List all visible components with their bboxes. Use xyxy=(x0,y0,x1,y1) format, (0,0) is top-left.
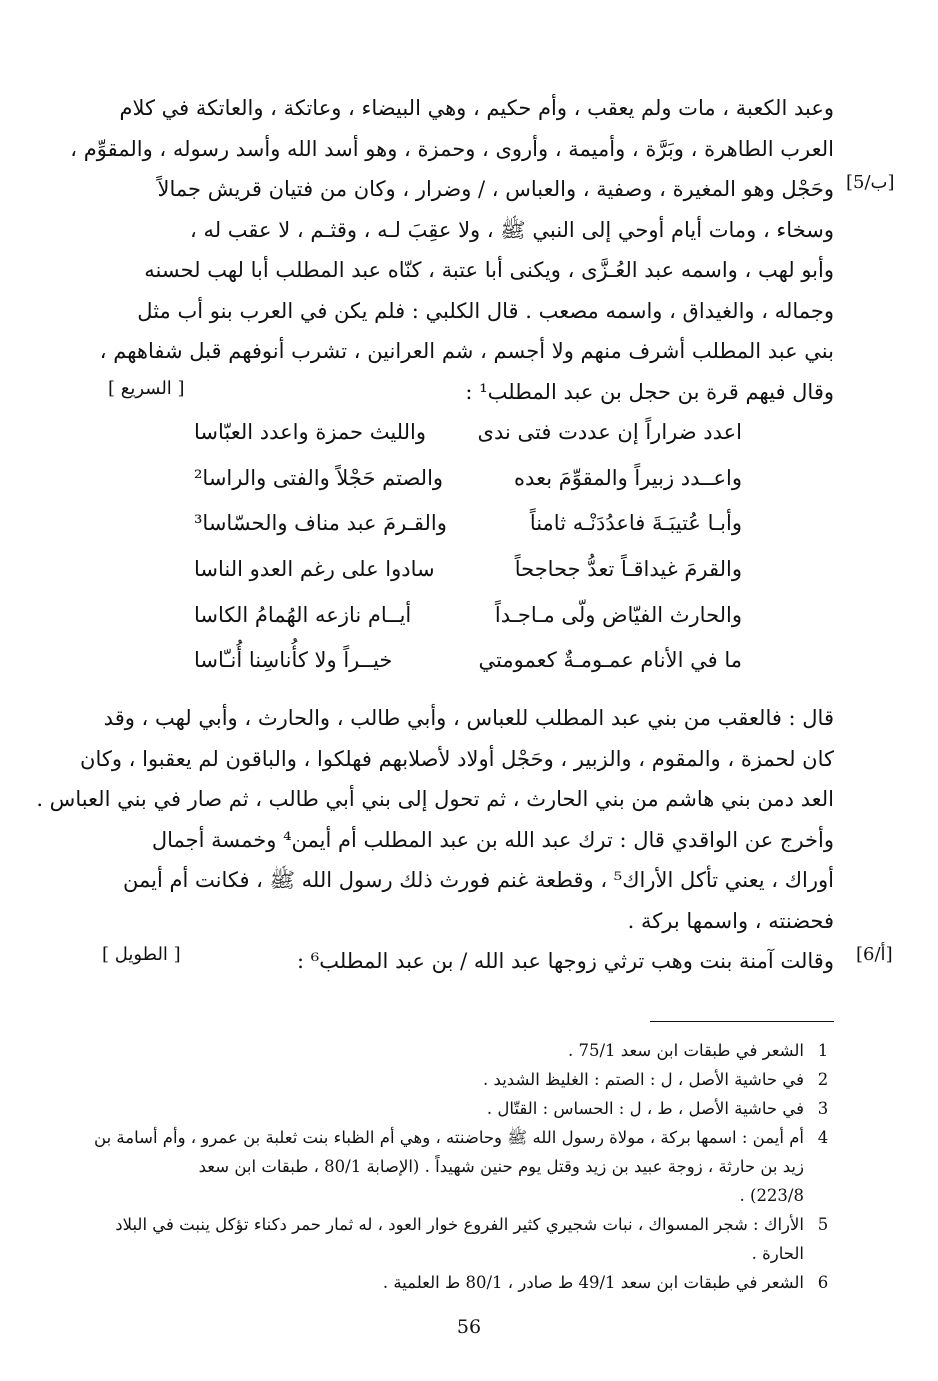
text-line: كان لحمزة ، والمقوم ، والزبير ، وحَجْل أولاد لأصلابهم فهلكوا ، والباقون لم يعقبوا ، وكان xyxy=(80,746,834,771)
verse-second-hemistich: والليث حمزة واعدد العبّاسا xyxy=(194,420,426,444)
text-line: وعبد الكعبة ، مات ولم يعقب ، وأم حكيم ، وهي البيضاء ، وعاتكة ، والعاتكة في كلام xyxy=(119,96,834,120)
footnote-number: 1 xyxy=(817,1041,829,1060)
text-line: وقال فيهم قرة بن حجل بن عبد المطلب¹ : xyxy=(465,379,834,404)
text-line: وحَجْل وهو المغيرة ، وصفية ، والعباس ، / وضرار ، وكان من فتيان قريش جمالاً xyxy=(157,177,834,201)
text-line: وأخرج عن الواقدي قال : ترك عبد الله بن عبد المطلب أم أيمن⁴ وخمسة أجمال xyxy=(151,827,834,852)
verse-first-hemistich: والحارث الفيّاض ولّى مـاجـداً xyxy=(494,602,742,627)
footnote-number: 3 xyxy=(817,1099,829,1118)
footnote xyxy=(98,1210,834,1268)
footnote-text: في حاشية الأصل ، ط ، ل : الحساس : القتّال . xyxy=(486,1099,804,1118)
footnote-text: الحارة . xyxy=(751,1244,804,1263)
meter-label: [ السريع ] xyxy=(108,378,185,399)
footnote-text: الأراك : شجر المسواك ، نبات شجيري كثير الفروع خوار العود ، له ثمار حمر دكناء تؤكل ينبت في البلاد xyxy=(115,1215,804,1234)
text-line: وجماله ، والغيداق ، واسمه مصعب . قال الكلبي : فلم يكن في العرب بنو أب مثل xyxy=(137,298,834,323)
poem-verse xyxy=(194,557,742,603)
text-line: العرب الطاهرة ، وبَرَّة ، وأميمة ، وأروى ، وحمزة ، وهو أسد الله وأسد رسوله ، والمقوِّم ، xyxy=(70,136,834,161)
verse-second-hemistich: والصتم حَجْلاً والفتى والراسا² xyxy=(194,465,444,490)
footnote-number: 5 xyxy=(817,1215,829,1234)
footnote-text: أم أيمن : اسمها بركة ، مولاة رسول الله ﷺ وحاضنته ، وهي أم الظباء بنت ثعلبة بن عمرو ، وأم أسامة بن xyxy=(94,1128,804,1147)
text-line: وسخاء ، ومات أيام أوحي إلى النبي ﷺ ، ولا عقِبَ لـه ، وقثـم ، لا عقب له ، xyxy=(190,217,834,242)
verse-second-hemistich: أيــام نازعه الهُمامُ الكاسا xyxy=(194,602,412,627)
poem xyxy=(194,420,742,694)
footnote-text: الشعر في طبقات ابن سعد 75/1 . xyxy=(567,1041,804,1060)
footnote xyxy=(94,1123,834,1210)
poem-verse xyxy=(194,420,742,466)
footnote-text: زيد بن حارثة ، زوجة عبيد بن زيد وقتل يوم حنين شهيداً . (الإصابة 80/1 ، طبقات ابن سعد xyxy=(198,1157,804,1176)
footnote-number: 6 xyxy=(817,1273,829,1292)
footnote-separator xyxy=(650,1021,834,1022)
footnote xyxy=(98,1036,834,1065)
text-line: وأبو لهب ، واسمه عبد العُـزَّى ، ويكنى أبا عتبة ، كنّاه عبد المطلب أبا لهب لحسنه xyxy=(144,258,834,282)
page-number: 56 xyxy=(456,1316,482,1338)
poem-verse xyxy=(194,466,742,512)
verse-second-hemistich: والقـرمَ عبد مناف والحسّاسا³ xyxy=(194,511,447,536)
verse-first-hemistich: اعدد ضراراً إن عددت فتى ندى xyxy=(477,420,742,444)
poem-verse xyxy=(194,603,742,649)
footnote-text: الشعر في طبقات ابن سعد 49/1 ط صادر ، 80/1 ط العلمية . xyxy=(382,1273,804,1292)
verse-second-hemistich: خيــراً ولا كأُناسِنا أُنـّاسا xyxy=(194,648,393,673)
margin-folio-marker: [5/ب] xyxy=(846,172,895,193)
main-text-block-2 xyxy=(36,698,834,982)
footnote xyxy=(98,1268,834,1297)
verse-first-hemistich: وأبـا عُتيبَـةَ فاعدُدَنْـه ثامناً xyxy=(529,511,742,536)
text-line: فحضنته ، واسمها بركة . xyxy=(627,908,834,933)
text-line: أوراك ، يعني تأكل الأراك⁵ ، وقطعة غنم فورث ذلك رسول الله ﷺ ، فكانت أم أيمن xyxy=(122,868,834,892)
footnote-number: 4 xyxy=(817,1128,829,1147)
footnote-text: 223/8) . xyxy=(739,1186,804,1205)
text-line: العد دمن بني هاشم من بني الحارث ، ثم تحول إلى بني أبي طالب ، ثم صار في بني العباس . xyxy=(36,787,834,811)
text-line: وقالت آمنة بنت وهب ترثي زوجها عبد الله / بن عبد المطلب⁶ : xyxy=(297,949,834,973)
text-line: بني عبد المطلب أشرف منهم ولا أجسم ، شم العرانين ، تشرب أنوفهم قبل شفاههم ، xyxy=(99,339,834,363)
text-line: قال : فالعقب من بني عبد المطلب للعباس ، وأبي طالب ، والحارث ، وأبي لهب ، وقد xyxy=(103,706,834,730)
poem-verse xyxy=(194,511,742,557)
verse-first-hemistich: ما في الأنام عمـومـةٌ كعمومتي xyxy=(478,648,742,673)
poem-verse xyxy=(194,648,742,694)
footnotes xyxy=(94,1036,834,1297)
verse-first-hemistich: واعــدد زبيراً والمقوِّمَ بعده xyxy=(514,465,742,490)
footnote xyxy=(98,1065,834,1094)
margin-folio-marker: [6/أ] xyxy=(856,944,893,965)
footnote-number: 2 xyxy=(817,1070,829,1089)
footnote xyxy=(98,1094,834,1123)
meter-label: [ الطويل ] xyxy=(102,944,181,965)
verse-second-hemistich: سادوا على رغم العدو الناسا xyxy=(194,557,435,582)
footnote-text: في حاشية الأصل ، ل : الصتم : الغليظ الشديد . xyxy=(483,1070,804,1089)
main-text-block xyxy=(70,88,834,412)
verse-first-hemistich: والقرمَ غيداقـاً تعدُّ جحاجحاً xyxy=(514,557,742,582)
